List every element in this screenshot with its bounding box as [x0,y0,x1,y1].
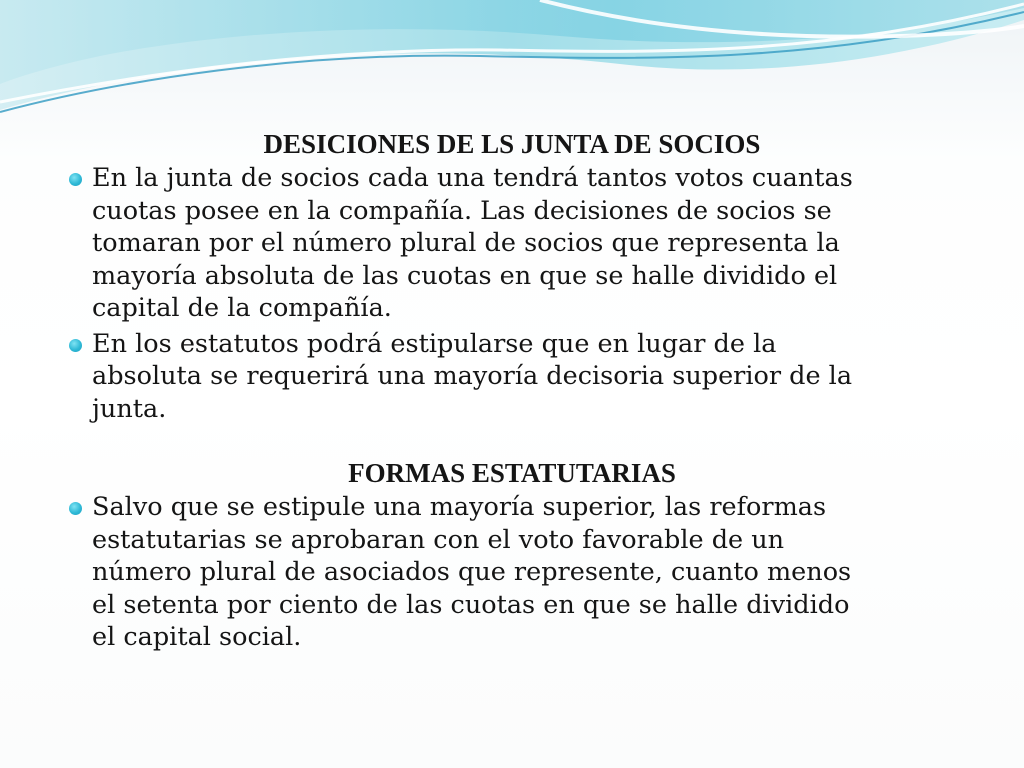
bullet-votos [62,162,962,325]
bullet-line: En los estatutos podrá estipularse que en lugar de la [92,328,777,359]
bullet-line: absoluta se requerirá una mayoría decisoria superior de la [92,361,853,391]
bullet-line: estatutarias se aprobaran con el voto favorable de un [92,524,785,555]
section-title-formas: FORMAS ESTATUTARIAS [348,458,676,488]
bullet-icon [69,502,82,515]
section-title-decisiones: DESICIONES DE LS JUNTA DE SOCIOS [263,129,761,159]
slide-content [62,126,962,657]
bullet-reformas [62,491,962,654]
bullet-line: capital de la compañía. [92,293,392,323]
bullet-line: mayoría absoluta de las cuotas en que se halle dividido el [92,260,838,291]
bullet-line: tomaran por el número plural de socios que representa la [92,228,840,258]
bullet-line: cuotas posee en la compañía. Las decisiones de socios se [92,195,832,226]
bullet-estatutos [62,328,962,426]
decorative-wave [0,0,1024,130]
bullet-line: el setenta por ciento de las cuotas en que se halle dividido [92,589,850,620]
bullet-line: el capital social. [92,622,302,652]
bullet-line: En la junta de socios cada una tendrá tantos votos cuantas [92,163,853,193]
bullet-icon [69,339,82,352]
bullet-icon [69,173,82,186]
bullet-line: Salvo que se estipule una mayoría superior, las reformas [92,492,827,522]
bullet-line: número plural de asociados que represente, cuanto menos [92,557,852,587]
bullet-line: junta. [92,393,167,424]
